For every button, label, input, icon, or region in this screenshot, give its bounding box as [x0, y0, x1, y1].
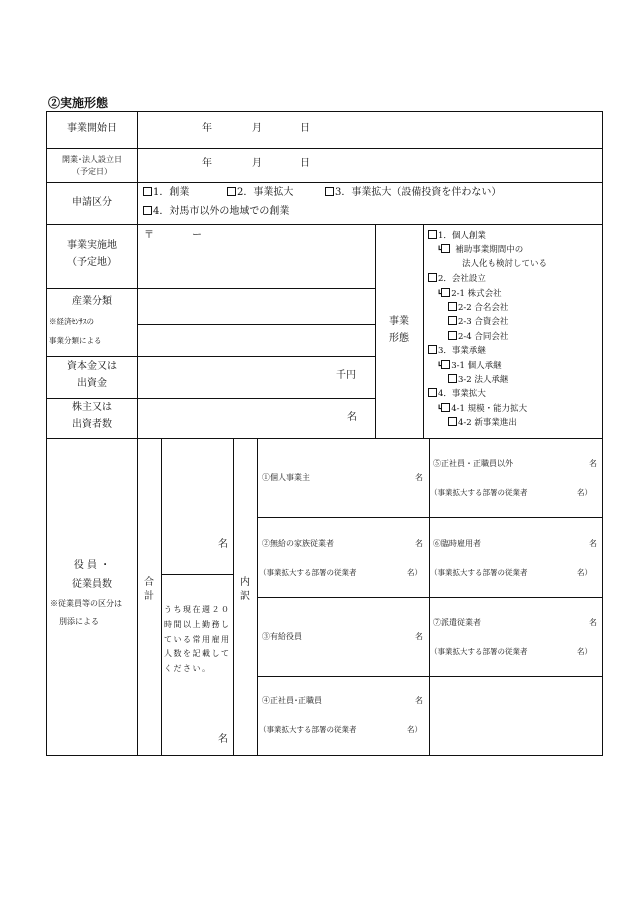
start-date-label: 事業開始日 [67, 123, 117, 134]
founding-date-day: 日 [300, 158, 310, 169]
founding-date-month: 月 [252, 158, 262, 169]
shareholders-unit: 名 [347, 412, 357, 423]
fulltime-note: うち現在週２０時間以上勤務している常用雇用人数を記載してください。 [164, 605, 231, 674]
checkbox[interactable] [448, 417, 457, 426]
business-form-label: 事業 [389, 316, 409, 327]
cell-dispatched: ⑦派遣従業者 [433, 618, 481, 627]
dept-staff-label: （事業拡大する部署の従業者 [259, 568, 357, 577]
row-divider [47, 224, 602, 225]
breakdown-label: 内 訳 [240, 577, 250, 602]
row-divider [47, 182, 602, 183]
cell-unit: 名 [589, 459, 597, 468]
branch-glyph: ┗ [437, 361, 442, 370]
cell-regular-employees: ④正社員･正職員 [262, 696, 322, 705]
option-label: 2．会社設立 [438, 274, 486, 285]
checkbox[interactable] [441, 288, 450, 297]
checkbox[interactable] [143, 187, 152, 196]
business-form-suboption[interactable] [448, 302, 508, 314]
checkbox[interactable] [428, 345, 437, 354]
employees-note: ※従業員等の区分は [50, 599, 122, 608]
option-label: 2-2 合名会社 [458, 303, 509, 313]
checkbox[interactable] [441, 360, 450, 369]
row-divider [47, 148, 602, 149]
row-divider [47, 288, 375, 289]
shareholders-label: 株主又は [72, 402, 112, 413]
business-form-suboption[interactable] [437, 288, 502, 300]
application-form-table [46, 111, 603, 756]
checkbox[interactable] [428, 388, 437, 397]
business-form-note [462, 259, 547, 270]
location-label: 事業実施地 [67, 240, 117, 251]
row-divider [137, 324, 375, 325]
option-label: 1．個人創業 [438, 231, 486, 241]
col-divider [233, 438, 234, 755]
option-label: 4-1 規模・能力拡大 [451, 403, 528, 414]
option-label: 3-1 個人承継 [451, 360, 502, 371]
checkbox[interactable] [441, 244, 450, 253]
location-sublabel: （予定地） [67, 257, 117, 268]
option-label: 補助事業期間中の [455, 245, 524, 256]
option-label: 2-1 株式会社 [451, 288, 502, 299]
col-divider [375, 224, 376, 438]
total-label: 合 計 [144, 577, 154, 602]
cell-paid-officers: ③有給役員 [262, 632, 302, 641]
option-label: 2-3 合資会社 [458, 317, 509, 328]
business-form-option[interactable] [428, 345, 486, 357]
business-form-option[interactable] [428, 388, 486, 400]
dept-staff-unit: 名） [577, 647, 592, 656]
col-divider [257, 438, 258, 755]
cell-unit: 名 [415, 696, 423, 705]
cell-temporary: ⑥臨時雇用者 [433, 539, 481, 548]
cell-non-regular: ⑤正社員・正職員以外 [433, 459, 513, 468]
checkbox[interactable] [448, 374, 457, 383]
col-divider [137, 112, 138, 438]
dept-staff-unit: 名） [407, 725, 422, 734]
col-divider [423, 224, 424, 438]
option-label: 3-2 法人承継 [458, 375, 509, 385]
business-form-label: 形態 [389, 333, 409, 344]
cell-unit: 名 [589, 618, 597, 627]
employees-label: 従業員数 [72, 579, 112, 590]
business-form-suboption[interactable] [437, 360, 502, 372]
industry-label: 産業分類 [72, 296, 112, 307]
business-form-suboption[interactable] [448, 316, 508, 328]
branch-glyph: ┗ [437, 289, 442, 298]
employees-note: 別添による [59, 617, 99, 626]
dept-staff-label: （事業拡大する部署の従業者 [430, 568, 528, 577]
cell-unpaid-family: ②無給の家族従業者 [262, 539, 334, 548]
option-label: 法人化も検討している [462, 258, 548, 269]
option-label: 4．事業拡大 [438, 389, 486, 400]
founding-date-label: 開業･法人設立日 [62, 155, 122, 164]
application-option-4[interactable]: 4．対馬市以外の地域での創業 [143, 206, 289, 219]
dept-staff-unit: 名） [577, 488, 592, 497]
checkbox[interactable] [143, 206, 152, 215]
dept-staff-label: （事業拡大する部署の従業者 [430, 488, 528, 497]
row-divider [47, 398, 375, 399]
total-unit: 名 [218, 539, 228, 550]
cell-unit: 名 [415, 473, 423, 482]
cell-individual-owner: ①個人事業主 [262, 473, 310, 482]
dept-staff-unit: 名） [577, 568, 592, 577]
checkbox[interactable] [448, 331, 457, 340]
employees-label: 役 員 ・ [73, 560, 111, 571]
checkbox[interactable] [227, 187, 236, 196]
cell-unit: 名 [415, 632, 423, 641]
row-divider [161, 574, 233, 575]
checkbox[interactable] [428, 230, 437, 239]
postal-dash: ー [192, 230, 202, 241]
dept-staff-unit: 名） [407, 568, 422, 577]
start-date-day: 日 [300, 123, 310, 134]
application-option-2[interactable]: 2．事業拡大 [227, 187, 293, 200]
industry-note: ※経済ｾﾝｻｽの [49, 317, 94, 326]
application-label: 申請区分 [72, 197, 112, 208]
capital-sublabel: 出資金 [77, 378, 107, 389]
branch-glyph: ┗ [437, 246, 442, 255]
dept-staff-label: （事業拡大する部署の従業者 [259, 725, 357, 734]
industry-note: 事業分類による [49, 336, 102, 345]
capital-label: 資本金又は [67, 361, 117, 372]
option-label: 3．事業承継 [438, 346, 486, 357]
total-count-input[interactable] [163, 442, 231, 570]
shareholders-sublabel: 出資者数 [72, 419, 112, 430]
business-form-suboption[interactable] [448, 417, 517, 429]
business-form-suboption[interactable] [448, 374, 508, 386]
postal-mark: 〒 [144, 230, 154, 241]
checkbox[interactable] [428, 273, 437, 282]
col-divider [137, 438, 138, 755]
location-input[interactable] [139, 244, 373, 286]
checkbox[interactable] [448, 302, 457, 311]
business-form-suboption [437, 244, 523, 256]
capital-input[interactable] [139, 358, 329, 396]
start-date-year: 年 [202, 123, 212, 134]
option-label: 2-4 合同会社 [458, 331, 509, 342]
shareholders-input[interactable] [139, 400, 339, 436]
option-label: 4-2 新事業進出 [458, 418, 517, 429]
business-form-suboption[interactable] [448, 331, 508, 343]
checkbox[interactable] [325, 187, 334, 196]
checkbox[interactable] [448, 316, 457, 325]
dept-staff-label: （事業拡大する部署の従業者 [430, 647, 528, 656]
capital-unit: 千円 [336, 370, 356, 381]
start-date-month: 月 [252, 123, 262, 134]
col-divider [161, 438, 162, 755]
cell-unit: 名 [415, 539, 423, 548]
business-form-suboption[interactable] [437, 403, 527, 415]
business-form-option[interactable] [428, 230, 486, 242]
row-divider [47, 356, 375, 357]
cell-unit: 名 [589, 539, 597, 548]
col-divider [429, 438, 430, 755]
founding-date-sublabel: （予定日） [72, 167, 112, 176]
founding-date-year: 年 [202, 158, 212, 169]
application-option-1[interactable]: 1．創業 [143, 187, 189, 200]
application-option-3[interactable]: 3．事業拡大（設備投資を伴わない） [325, 187, 501, 200]
industry-input[interactable] [139, 290, 373, 322]
fulltime-unit: 名 [218, 734, 228, 745]
industry-input[interactable] [139, 326, 373, 354]
business-form-option[interactable] [428, 273, 486, 285]
branch-glyph: ┗ [437, 404, 442, 413]
checkbox[interactable] [441, 403, 450, 412]
section-title: ②実施形態 [48, 96, 109, 110]
row-divider [47, 438, 602, 439]
